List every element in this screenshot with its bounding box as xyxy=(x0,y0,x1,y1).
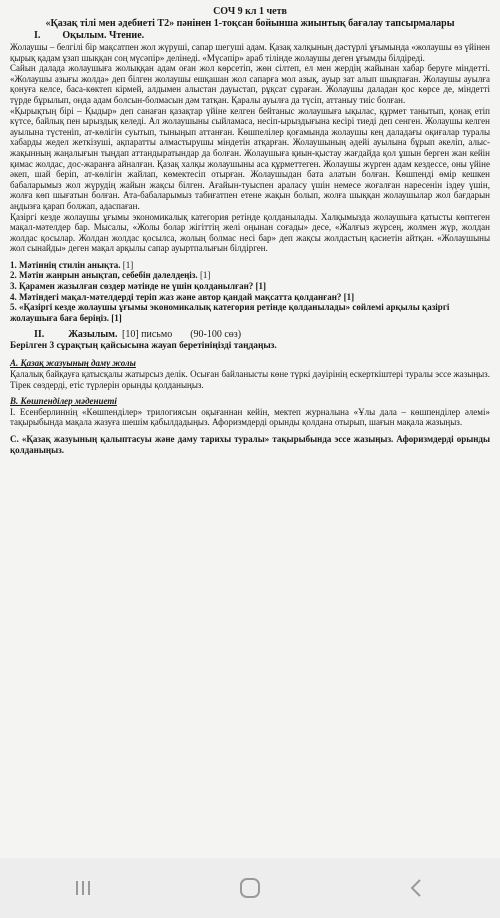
home-icon xyxy=(238,876,262,900)
paragraph-2: Сайын далада жолаушыға жолыққан адам оған жол көрсетіп, жөн сілтеп, ел мен жердің жайынан хабар беруге міндетті. «Жолаушы азығы жолда» деп білген жолаушы ешқашан жол сапарға мол азық, ауыр зат алып шықпаған. Жолаушы ауылға қонуға келсе, баса-көктеп кірмей, алдымен алыстан дауыстап, рұқсат сұраған. Жолаушы даладан қос көрсе де, міндетті түрде бұрылып, онда адам болсын-болмасын дәм татқан. Қаралы ауылға да түсіп, аттаныу тиіс болған. xyxy=(10,63,490,105)
option-a-text: Қалалық байқауға қатысқалы жатырсыз делік. Осыған байланысты көне түркі дәуірінің ескерткіштері туралы эссе жазыңыз. Тірек сөздерді, етіс түрлерін орынды қолданыңыз. xyxy=(10,369,490,390)
question-3: 3. Қарамен жазылған сөздер мәтінде не үшін қолданылған? [1] xyxy=(10,281,267,292)
section2-points: [10] письмо xyxy=(122,329,173,341)
question-4: 4. Мәтіндегі мақал-мәтелдерді теріп жаз және автор қандай мақсатта қолданған? [1] xyxy=(10,291,355,302)
home-button[interactable] xyxy=(220,868,280,908)
recent-apps-button[interactable] xyxy=(53,868,113,908)
back-icon xyxy=(406,877,428,899)
question-2: 2. Мәтін жанрын анықтап, себебін дәлелдеңіз. [1] xyxy=(10,270,211,281)
section2-title: Жазылым. xyxy=(68,329,118,341)
question-5: 5. «Қазіргі кезде жолаушы ұғымы экономикалық категория ретінде қолданылады» сөйлемі арқылы қазіргі жолаушыға баға беріңіз. [1] xyxy=(10,302,450,323)
section2-heading xyxy=(34,329,490,341)
option-c-text: C. «Қазақ жазуының қалыптасуы және даму тарихы туралы» тақырыбында эссе жазыңыз. Афоризмдерді орынды қолданыңыз. xyxy=(10,434,490,455)
paragraph-4: Қазіргі кезде жолаушы ұғымы экономикалық категория ретінде қолданылады. Халқымызда жолаушыға қатысты көптеген мақал-мәтелдер бар. Мысалы, «Жолы болар жігіттің желі оңынан соғады» десе, «Жалғыз жүрсең, жолмен жүр, жолдан жолдас қосылар. Жолдан жолдас қосылса, жолың болмас несі бар» деп жақсы жолдастың қасиетін айтқан. «Жолаушыны жол сынайды» деген мақал арқылы сапар ауыртпалығын білдірген. xyxy=(10,211,490,254)
section1-number: I. xyxy=(34,30,41,41)
document-title: «Қазақ тілі мен әдебиеті Т2» пәнінен 1-тоқсан бойынша жиынтық бағалау тапсырмалары xyxy=(45,18,455,29)
back-button[interactable] xyxy=(387,868,447,908)
section1-title: Оқылым. Чтение. xyxy=(62,30,145,41)
document-header-line1: СОЧ 9 кл 1 четв xyxy=(213,6,287,17)
option-b-title: B. Көшпенділер мәдениеті xyxy=(10,396,117,407)
paragraph-1: Жолаушы – белгілі бір мақсатпен жол жүруші, сапар шегуші адам. Қазақ халқының дәстүрлі ұғымында «жолаушы өз үйінен қырық қадам ұзап шыққан соң мүсәпір» делінеді. «Мүсәпір» араб тілінде жолаушы деген ұғымды білдіреді. xyxy=(10,42,490,63)
option-b-text: І. Есенберлиннің «Көшпенділер» трилогиясын оқығаннан кейін, мектеп журналына «Ұлы дала – көшпенділер әлемі» тақырыбында мақала жазуға шешім қабылдадыңыз. Афоризмдерді орынды қолдана отырып, шағын мақала жазыңыз. xyxy=(10,406,490,428)
question-1: 1. Мәтіннің стилін анықта. [1] xyxy=(10,259,134,270)
option-a-title: A. Қазақ жазуының даму жолы xyxy=(10,358,136,369)
system-navigation-bar xyxy=(0,858,500,918)
paragraph-3: «Қырықтың бірі – Қыдыр» деп санаған қазақтар үйіне келген бейтаныс жолаушыға ықылас, құрмет танытып, қонақ етіп күтсе, байлық пен ырыздық келеді. Ал жолаушыны сыйламаса, несіп-ырыздығына кесірі тиеді деп сенген. Жолаушы келген ауылына түстеніп, ат-көлігін суытып, тыныңып аттанған. Көшпелілер қоғамында жолаушы кең даладағы оқиғалар туралы хабарды жедел жеткізуші, ақпаратты алмастырушы міндетін атқарған. Жолаушының әдейі ауылына бұрып әкеліп, алыс-жақынның жаңалығын тыңдап аттандыратындар да болған. Жолаушыға қиын-қыстау жағдайда қол ұшын берген жан кейін қимас жолдас, дос-жаранға айналған. Қазақ халқы жолаушыны аса құрметтеген. Жолаушы жүрген адам кездессе, оны үйіне әкеп, шай беріп, ат-көлігін жайлап, көмектесіп отырған. Жолаушыдан бата алатын болған. Көшпенді өмір кешкен бабаларымыз жол жүрудің жайын жақсы білген. Ағайын-туыспен араласу үшін немесе жоғалған наресенін іздеу үшін, жолға көп шығатын болған. Ата-бабаларымыз табиғатпен етене жақын болып, жолға шыққан жолаушылар жол бағдарын аңдызға қарап болжап, адаспаған. xyxy=(10,105,490,211)
section2-word-count: (90-100 сөз) xyxy=(190,329,242,341)
section2-instruction: Берілген 3 сұрақтың қайсысына жауап беретініңізді таңдаңыз. xyxy=(10,341,277,352)
recent-apps-icon xyxy=(72,877,94,899)
section2-number: II. xyxy=(34,329,45,341)
section1-heading xyxy=(34,30,490,42)
